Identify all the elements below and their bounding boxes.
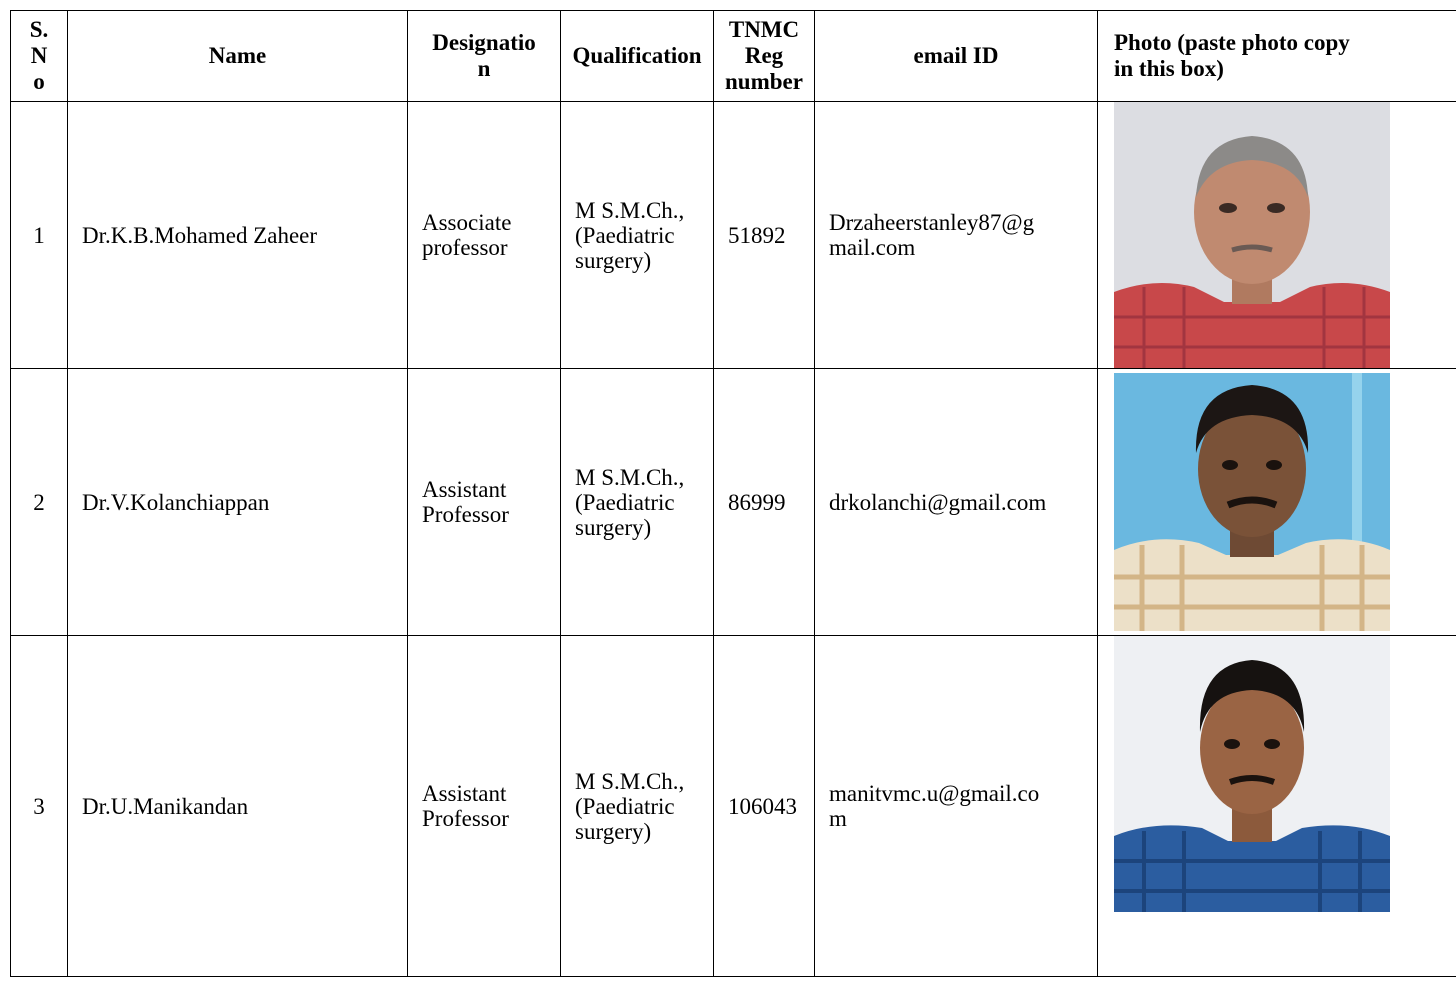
table-row: [11, 102, 1456, 369]
header-photo: Photo (paste photo copy in this box): [1098, 11, 1456, 102]
cell-name: Dr.K.B.Mohamed Zaheer: [68, 102, 408, 369]
table-header-row: [11, 11, 1456, 102]
cell-reg-number: 51892: [714, 102, 815, 369]
cell-name: Dr.U.Manikandan: [68, 636, 408, 977]
table-row: [11, 369, 1456, 636]
cell-designation: Assistant Professor: [408, 369, 561, 636]
header-qualification: Qualification: [561, 11, 714, 102]
cell-reg-number: 86999: [714, 369, 815, 636]
cell-email: manitvmc.u@gmail.co m: [815, 636, 1098, 977]
cell-qualification: M S.M.Ch., (Paediatric surgery): [561, 636, 714, 977]
cell-sno: 3: [11, 636, 68, 977]
portrait-photo-icon: [1114, 102, 1390, 368]
cell-name: Dr.V.Kolanchiappan: [68, 369, 408, 636]
header-name: Name: [68, 11, 408, 102]
cell-reg-number: 106043: [714, 636, 815, 977]
cell-designation: Associate professor: [408, 102, 561, 369]
cell-photo: [1098, 369, 1456, 636]
header-email: email ID: [815, 11, 1098, 102]
portrait-photo-icon: [1114, 373, 1390, 631]
cell-sno: 2: [11, 369, 68, 636]
header-reg-number: TNMC Reg number: [714, 11, 815, 102]
faculty-table: [10, 10, 1456, 977]
cell-qualification: M S.M.Ch., (Paediatric surgery): [561, 102, 714, 369]
portrait-photo-icon: [1114, 636, 1390, 912]
cell-email: drkolanchi@gmail.com: [815, 369, 1098, 636]
cell-designation: Assistant Professor: [408, 636, 561, 977]
cell-qualification: M S.M.Ch., (Paediatric surgery): [561, 369, 714, 636]
header-sno: S. N o: [11, 11, 68, 102]
cell-sno: 1: [11, 102, 68, 369]
table-row: [11, 636, 1456, 977]
header-designation: Designatio n: [408, 11, 561, 102]
cell-photo: [1098, 102, 1456, 369]
cell-email: Drzaheerstanley87@g mail.com: [815, 102, 1098, 369]
cell-photo: [1098, 636, 1456, 977]
